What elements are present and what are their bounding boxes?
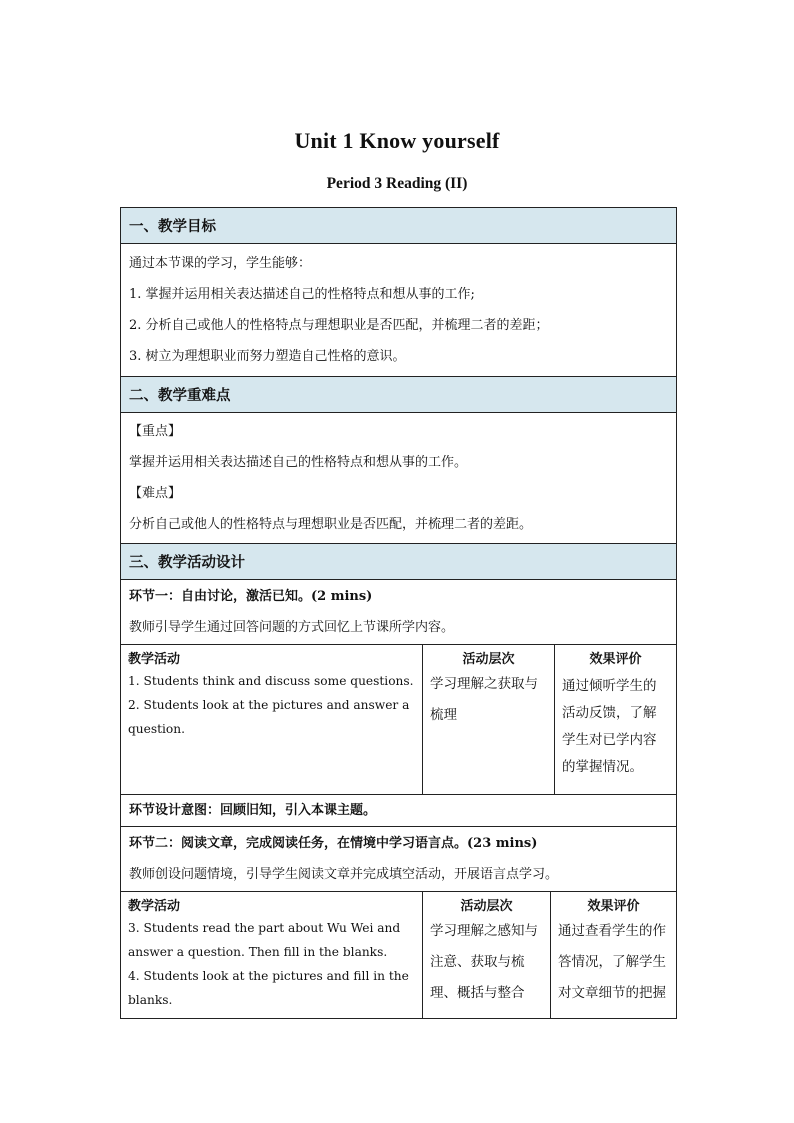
goals-item-2: 2. 分析自己或他人的性格特点与理想职业是否匹配，并梳理二者的差距；: [129, 318, 549, 333]
stage2-level-line-3: 理、概括与整合: [430, 985, 525, 1001]
stage2-activity-line-2: answer a question. Then fill in the blanks.: [128, 945, 388, 959]
activities-heading: 三、教学活动设计: [121, 544, 676, 580]
stage2-eval-line-1: 通过查看学生的作: [558, 923, 666, 939]
stage1-eval-cell: [555, 645, 676, 794]
stage1-intent-row: [121, 795, 676, 827]
stage2-level-line-2: 注意、获取与梳: [430, 954, 525, 970]
document-title: Unit 1 Know yourself: [294, 128, 500, 153]
goals-item-1: 1. 掌握并运用相关表达描述自己的性格特点和想从事的工作;: [129, 287, 475, 302]
stage1-eval-line-3: 学生对已学内容: [562, 732, 657, 748]
stage2-col-activity: 教学活动: [128, 899, 181, 914]
stage2-col-level: 活动层次: [460, 899, 513, 914]
stage2-activity-line-3: 4. Students look at the pictures and fill in the: [128, 969, 409, 983]
stage2-level-cell: [423, 892, 551, 1018]
stage2-activity-cell: [121, 892, 423, 1018]
lesson-plan-table: [120, 207, 677, 1019]
stage2-eval-line-3: 对文章细节的把握: [558, 985, 666, 1001]
stage1-eval-line-2: 活动反馈，了解: [562, 705, 657, 721]
stage2-activity-line-4: blanks.: [128, 993, 173, 1007]
stage1-activity-cell: [121, 645, 423, 794]
stage1-activity-line-3: question.: [128, 722, 185, 736]
key-text: 掌握并运用相关表达描述自己的性格特点和想从事的工作。: [129, 455, 468, 470]
stage2-title: 环节二：阅读文章，完成阅读任务，在情境中学习语言点。(23 mins): [129, 836, 538, 851]
stage1-desc: 教师引导学生通过回答问题的方式回忆上节课所学内容。: [129, 620, 455, 635]
stage1-level-line-1: 学习理解之获取与: [430, 676, 538, 692]
stage1-activity-line-1: 1. Students think and discuss some questions.: [128, 674, 414, 688]
goals-heading: 一、教学目标: [121, 208, 676, 244]
goals-body: [121, 244, 676, 377]
stage1-level-cell: [423, 645, 555, 794]
stage1-intent: 环节设计意图：回顾旧知，引入本课主题。: [129, 803, 377, 818]
stage1-activity-table: [121, 645, 676, 795]
difficulty-text: 分析自己或他人的性格特点与理想职业是否匹配，并梳理二者的差距。: [129, 517, 533, 532]
stage2-col-eval: 效果评价: [587, 899, 640, 914]
stage1-level-line-2: 梳理: [430, 707, 457, 723]
stage2-header: [121, 827, 676, 892]
difficulty-label: 【难点】: [129, 486, 182, 501]
keypoints-heading: 二、教学重难点: [121, 377, 676, 413]
stage1-eval-line-1: 通过倾听学生的: [562, 678, 657, 694]
key-label: 【重点】: [129, 424, 182, 439]
stage1-header: [121, 580, 676, 645]
stage2-desc: 教师创设问题情境，引导学生阅读文章并完成填空活动，开展语言点学习。: [129, 867, 559, 882]
keypoints-body: [121, 413, 676, 544]
stage1-activity-line-2: 2. Students look at the pictures and answer a: [128, 698, 410, 712]
stage2-activity-table: [121, 892, 676, 1018]
stage1-col-activity: 教学活动: [128, 652, 181, 667]
goals-intro: 通过本节课的学习，学生能够：: [129, 256, 312, 271]
goals-item-3: 3. 树立为理想职业而努力塑造自己性格的意识。: [129, 349, 406, 364]
document-subtitle: Period 3 Reading (II): [326, 175, 468, 192]
stage2-eval-line-2: 答情况，了解学生: [558, 954, 666, 970]
stage1-title: 环节一：自由讨论，激活已知。(2 mins): [129, 589, 373, 604]
stage2-eval-cell: [551, 892, 676, 1018]
stage2-activity-line-1: 3. Students read the part about Wu Wei and: [128, 921, 401, 935]
stage1-col-eval: 效果评价: [589, 652, 642, 667]
stage1-col-level: 活动层次: [462, 652, 515, 667]
stage1-eval-line-4: 的掌握情况。: [562, 759, 643, 775]
stage2-level-line-1: 学习理解之感知与: [430, 923, 538, 939]
